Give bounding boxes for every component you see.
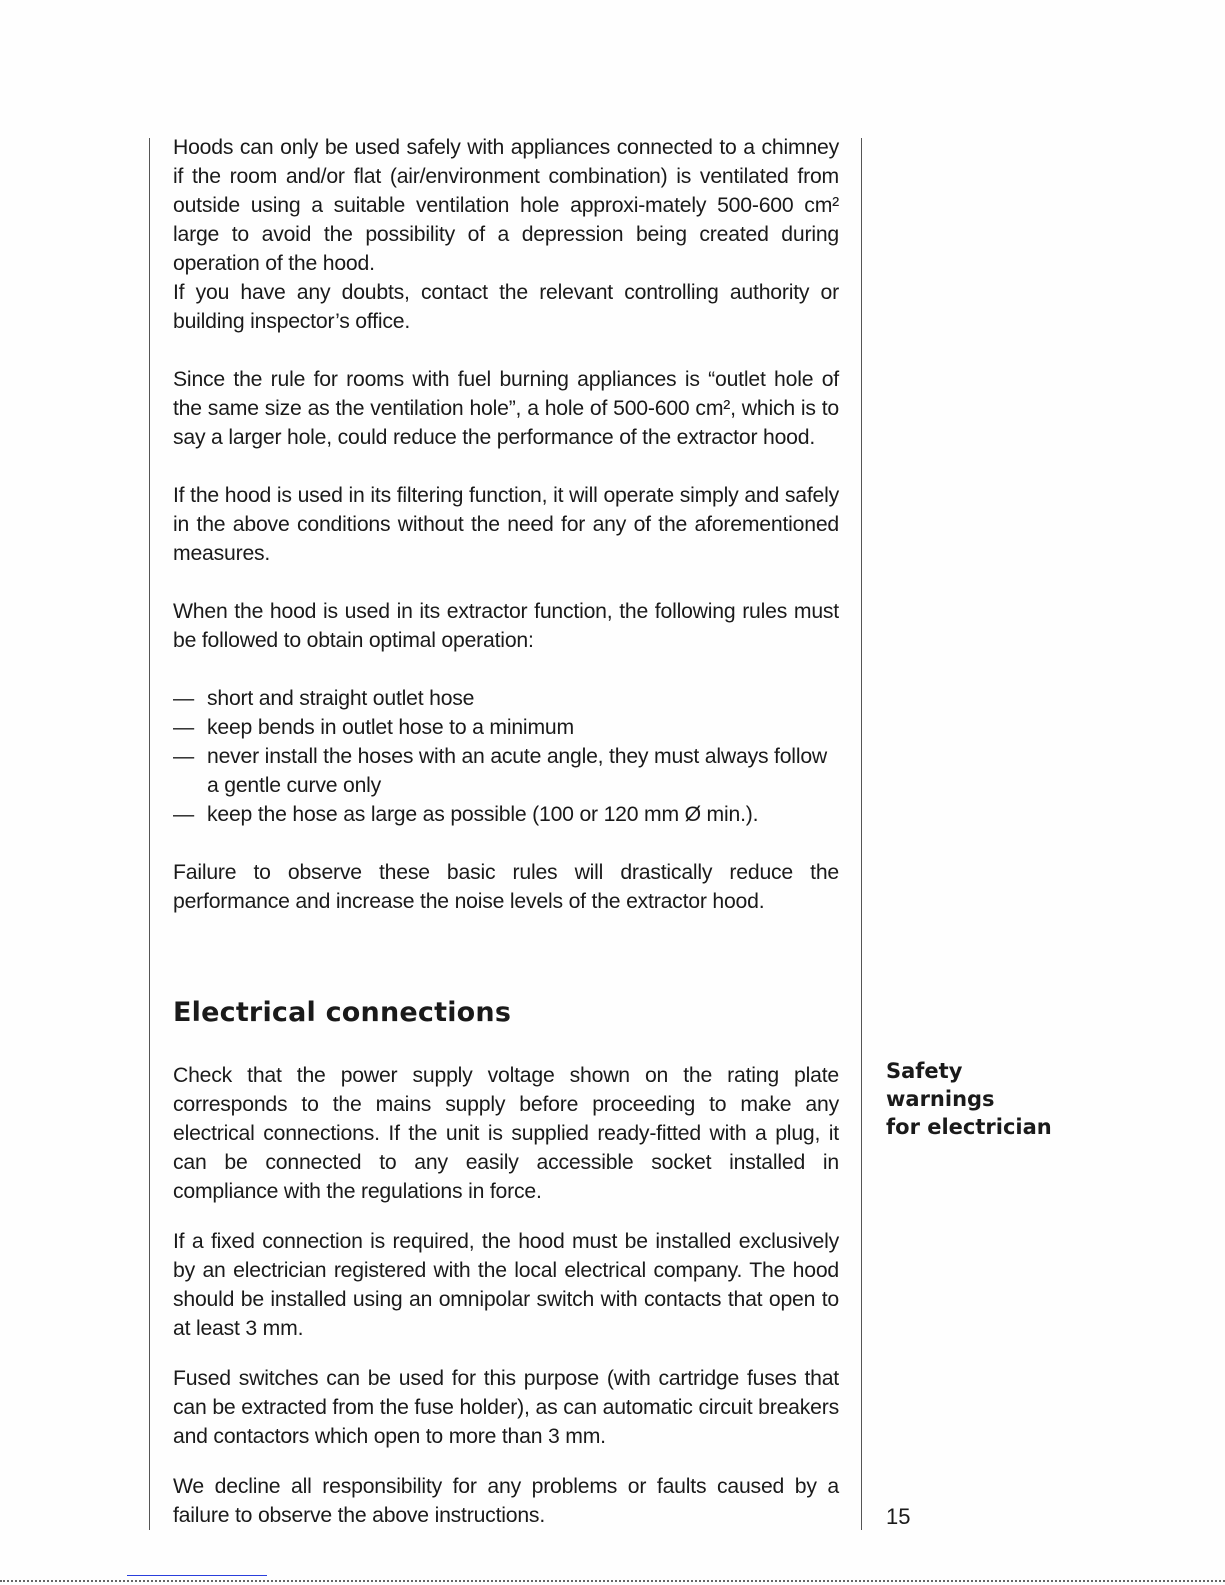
ventilation-paragraph: Hoods can only be used safely with appliances connected to a chimney if the room and/or flat (air/environment combination) is ventilated from outside using a suitable ventilation hole approxi-mately 500-600 cm² large to avoid the possibility of a depression being created during operation of the hood.	[173, 136, 839, 275]
list-item	[173, 684, 839, 713]
electrical-text-column	[173, 1061, 839, 1530]
list-item	[173, 742, 839, 800]
failure-paragraph: Failure to observe these basic rules will drastically reduce the performance and increase the noise levels of the extractor hood.	[173, 861, 839, 913]
fused-switches-paragraph: Fused switches can be used for this purpose (with cartridge fuses that can be extracted from the fuse holder), as can automatic circuit breakers and contactors which open to more than 3 mm.	[173, 1367, 839, 1448]
list-item-text: never install the hoses with an acute angle, they must always follow a gentle curve only	[207, 745, 828, 797]
list-item-text: keep bends in outlet hose to a minimum	[207, 716, 574, 739]
right-margin-rule	[861, 138, 862, 1530]
sidebar-heading-line: for electrician	[886, 1115, 1052, 1139]
link-underline	[127, 1575, 267, 1576]
disclaimer-paragraph: We decline all responsibility for any problems or faults caused by a failure to observe the above instructions.	[173, 1475, 839, 1527]
fixed-connection-paragraph: If a fixed connection is required, the hood must be installed exclusively by an electrician registered with the local electrical company. The hood should be installed using an omnipolar switch with contacts that open to at least 3 mm.	[173, 1230, 839, 1340]
list-item	[173, 800, 839, 829]
page-bottom-border	[0, 1580, 1225, 1582]
dash-bullet: —	[173, 716, 194, 739]
sidebar-heading	[886, 1057, 1052, 1141]
list-item	[173, 713, 839, 742]
page-number: 15	[886, 1504, 911, 1529]
list-item-text: short and straight outlet hose	[207, 687, 475, 710]
dash-bullet: —	[173, 687, 194, 710]
section-heading-electrical-connections: Electrical connections	[173, 997, 512, 1028]
voltage-check-paragraph: Check that the power supply voltage shown on the rating plate corresponds to the mains supply before proceeding to make any electrical connections. If the unit is supplied ready-fitted with a plug, it can be connected to any easily accessible socket installed in compliance with the regulations in force.	[173, 1064, 839, 1203]
dash-bullet: —	[173, 745, 194, 768]
sidebar-heading-line: warnings	[886, 1087, 995, 1111]
sidebar-heading-line: Safety	[886, 1059, 963, 1083]
list-item-text: keep the hose as large as possible (100 or 120 mm Ø min.).	[207, 803, 759, 826]
dash-bullet: —	[173, 803, 194, 826]
rules-list	[173, 684, 839, 829]
doubts-paragraph: If you have any doubts, contact the relevant controlling authority or building inspector’s office.	[173, 281, 839, 333]
extractor-rules-intro: When the hood is used in its extractor function, the following rules must be followed to obtain optimal operation:	[173, 600, 839, 652]
outlet-hole-paragraph: Since the rule for rooms with fuel burning appliances is “outlet hole of the same size as the ventilation hole”, a hole of 500-600 cm², which is to say a larger hole, could reduce the performance of the extractor hood.	[173, 368, 839, 449]
filtering-paragraph: If the hood is used in its filtering function, it will operate simply and safely in the above conditions without the need for any of the aforementioned measures.	[173, 484, 839, 565]
main-text-column	[173, 133, 839, 916]
left-margin-rule	[149, 138, 150, 1530]
